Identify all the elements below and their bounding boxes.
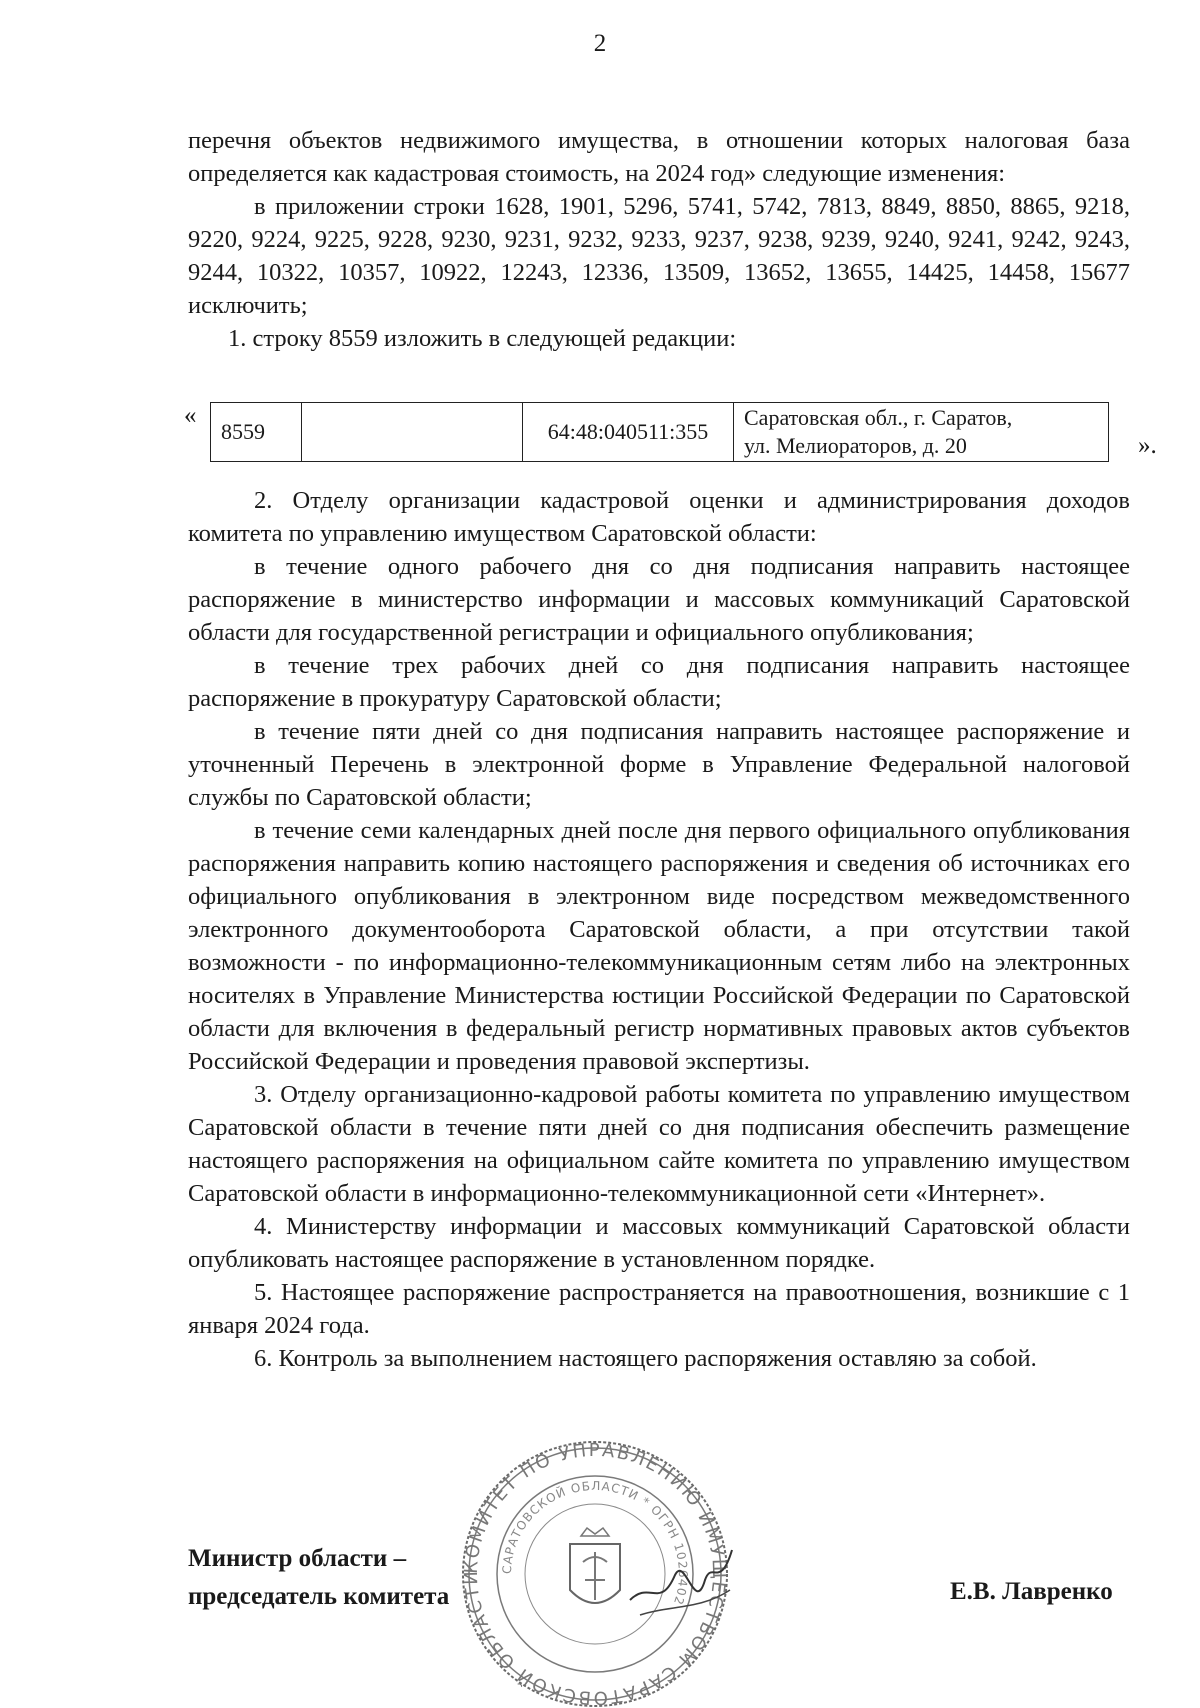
item-2d: в течение семи календарных дней после дня первого официального опубликования распоряжения направить копию настоящего распоряжения и сведения об источниках его официального опубликования в электронном виде посредством межведомственного электронного документооборота Саратовской области, а при отсутствии такой возможности - по информационно-телекоммуникационным сетям либо на электронных носителях в Управление Министерства юстиции Российской Федерации по Саратовской области для включения в федеральный регистр нормативных правовых актов субъектов Российской Федерации и проведения правовой экспертизы. [188, 817, 1130, 1075]
signatory-title-line-2: председатель комитета [188, 1583, 450, 1610]
intro-block [188, 124, 1130, 355]
signatory-title [188, 1540, 449, 1616]
item-5: 5. Настоящее распоряжение распространяется на правоотношения, возникшие с 1 января 2024 года. [188, 1279, 1130, 1339]
intro-continuation: перечня объектов недвижимого имущества, в отношении которых налоговая база определяется как кадастровая стоимость, на 2024 год» следующие изменения: [188, 127, 1130, 187]
blank-cell [302, 403, 523, 462]
cadastral-number-cell: 64:48:040511:355 [523, 403, 734, 462]
quote-open: « [184, 402, 197, 429]
item-3: 3. Отделу организационно-кадровой работы комитета по управлению имуществом Саратовской области в течение пяти дней со дня подписания обеспечить размещение настоящего распоряжения на официальном сайте комитета по управлению имуществом Саратовской области в информационно-телекоммуникационной сети «Интернет». [188, 1081, 1130, 1207]
row-number-cell: 8559 [211, 403, 302, 462]
page-number: 2 [593, 30, 607, 57]
items-block [188, 484, 1130, 1375]
item-4: 4. Министерству информации и массовых коммуникаций Саратовской области опубликовать настоящее распоряжение в установленном порядке. [188, 1213, 1130, 1273]
seal-inner-text: САРАТОВСКОЙ ОБЛАСТИ * ОГРН 1026402 [499, 1478, 691, 1608]
appendix-paragraph: в приложении строки 1628, 1901, 5296, 5741, 5742, 7813, 8849, 8850, 8865, 9218, 9220, 9224, 9225, 9228, 9230, 9231, 9232, 9233, 9237, 9238, 9239, 9240, 9241, 9242, 9243, 9244, 10322, 10357, 10922, 12243, 12336, 13509, 13652, 13655, 14425, 14458, 15677 исключить; [188, 193, 1130, 319]
signatory-name: Е.В. Лавренко [950, 1578, 1113, 1605]
item-2b: в течение трех рабочих дней со дня подписания направить настоящее распоряжение в прокуратуру Саратовской области; [188, 652, 1130, 712]
signatory-title-line-1: Министр области – [188, 1545, 407, 1572]
replacement-row-table [210, 402, 1109, 462]
table-row [211, 403, 1109, 462]
seal-outer-text: КОМИТЕТ ПО УПРАВЛЕНИЮ ИМУЩЕСТВОМ САРАТОВСКОЙ ОБЛАСТИ [460, 1440, 730, 1708]
handwritten-signature [620, 1520, 740, 1640]
address-line-1: Саратовская обл., г. Саратов, [744, 405, 1013, 430]
item-2a: в течение одного рабочего дня со дня подписания направить настоящее распоряжение в министерство информации и массовых коммуникаций Саратовской области для государственной регистрации и официального опубликования; [188, 553, 1130, 646]
item-2c: в течение пяти дней со дня подписания направить настоящее распоряжение и уточненный Перечень в электронной форме в Управление Федеральной налоговой службы по Саратовской области; [188, 718, 1130, 811]
item-6: 6. Контроль за выполнением настоящего распоряжения оставляю за собой. [254, 1345, 1037, 1372]
item-2: 2. Отделу организации кадастровой оценки и администрирования доходов комитета по управлению имуществом Саратовской области: [188, 487, 1130, 547]
quote-close: ». [1138, 432, 1157, 459]
coat-of-arms-icon [570, 1528, 620, 1603]
item-1: 1. строку 8559 изложить в следующей редакции: [228, 325, 737, 352]
address-line-2: ул. Мелиораторов, д. 20 [744, 433, 967, 458]
address-cell [734, 403, 1109, 462]
